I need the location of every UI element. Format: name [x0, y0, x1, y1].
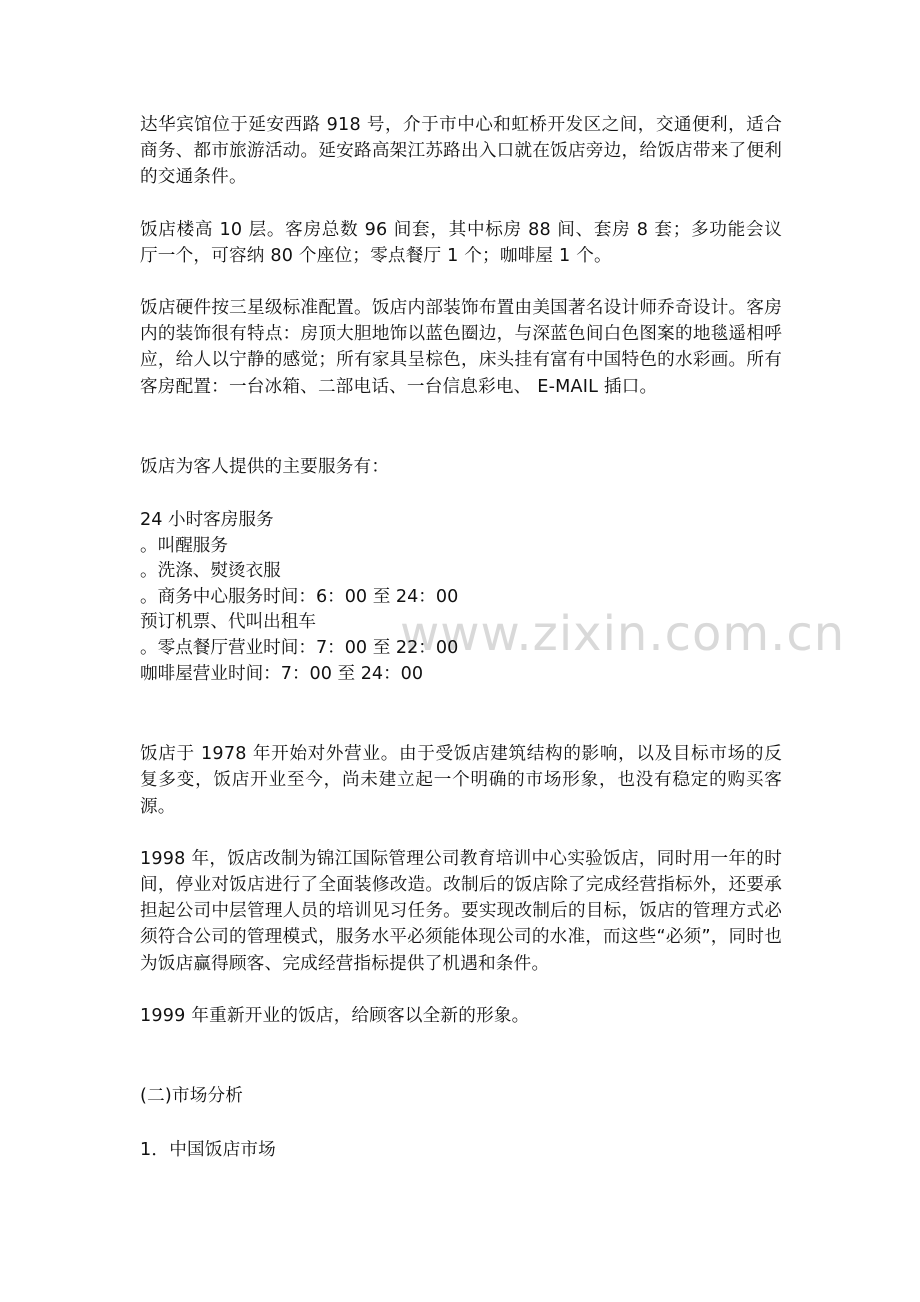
service-item: 。商务中心服务时间：6：00 至 24：00	[140, 586, 459, 607]
document-body	[140, 112, 782, 1163]
section-heading-market-analysis: (二)市场分析	[140, 1086, 244, 1107]
subsection-heading-china-hotel-market: 1．中国饭店市场	[140, 1140, 276, 1161]
service-item: 。零点餐厅营业时间：7：00 至 22：00	[140, 638, 459, 658]
paragraph-history: 饭店于 1978 年开始对外营业。由于受饭店建筑结构的影响，以及目标市场的反复多变，饭店开业至今，尚未建立起一个明确的市场形象，也没有稳定的购买客源。	[140, 744, 782, 817]
paragraph-restructuring: 1998 年，饭店改制为锦江国际管理公司教育培训中心实验饭店，同时用一年的时间，停业对饭店进行了全面装修改造。改制后的饭店除了完成经营指标外，还要承担起公司中层管理人员的培训见习任务。要实现改制后的目标，饭店的管理方式必须符合公司的管理模式，服务水平必须能体现公司的水准，而这些“必须”，同时也为饭店赢得顾客、完成经营指标提供了机遇和条件。	[140, 848, 782, 974]
service-item: 。叫醒服务	[140, 535, 228, 556]
paragraph-services-intro: 饭店为客人提供的主要服务有：	[140, 456, 390, 477]
paragraph-hardware: 饭店硬件按三星级标准配置。饭店内部装饰布置由美国著名设计师乔奇设计。客房内的装饰很有特点：房顶大胆地饰以蓝色圈边，与深蓝色间白色图案的地毯遥相呼应，给人以宁静的感觉；所有家具呈棕色，床头挂有富有中国特色的水彩画。所有客房配置：一台冰箱、二部电话、一台信息彩电、 E-MAIL 插口。	[140, 298, 782, 397]
paragraph-facilities: 饭店楼高 10 层。客房总数 96 间套，其中标房 88 间、套房 8 套；多功能会议厅一个，可容纳 80 个座位；零点餐厅 1 个；咖啡屋 1 个。	[140, 219, 782, 266]
service-item: 。洗涤、熨烫衣服	[140, 561, 281, 582]
service-item: 预订机票、代叫出租车	[140, 612, 316, 633]
watermark: www.zixin.com.cn	[400, 606, 846, 662]
paragraph-location: 达华宾馆位于延安西路 918 号，介于市中心和虹桥开发区之间，交通便利，适合商务、都市旅游活动。延安路高架江苏路出入口就在饭店旁边，给饭店带来了便利的交通条件。	[140, 115, 782, 188]
services-list	[140, 508, 782, 687]
paragraph-reopening: 1999 年重新开业的饭店，给顾客以全新的形象。	[140, 1005, 530, 1026]
service-item: 咖啡屋营业时间：7：00 至 24：00	[140, 663, 424, 684]
service-item: 24 小时客房服务	[140, 510, 274, 531]
